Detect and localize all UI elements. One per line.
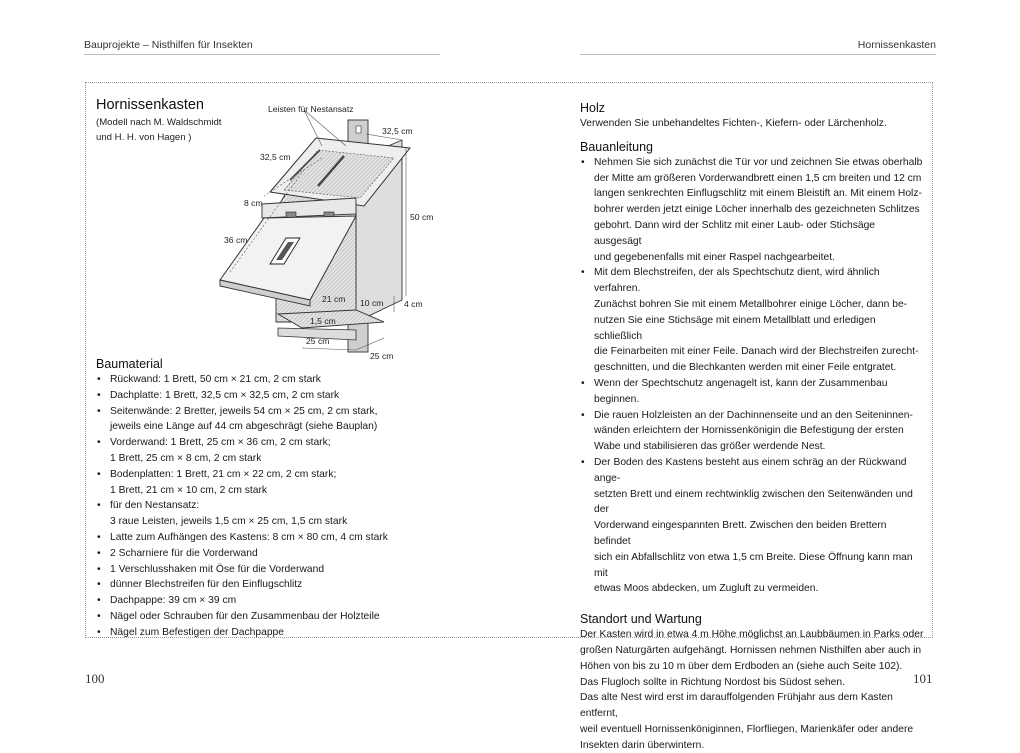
list-item: • Dachpappe: 39 cm × 39 cm (96, 593, 431, 609)
standort-heading: Standort und Wartung (580, 612, 702, 627)
materials-section (96, 357, 431, 641)
list-item: • Latte zum Aufhängen des Kastens: 8 cm × 80 cm, 4 cm stark (96, 530, 431, 546)
holz-heading: Holz (580, 101, 606, 115)
label-leisten: Leisten für Nestansatz (268, 104, 354, 114)
page-number-left: 100 (85, 671, 105, 686)
dim-10: 10 cm (360, 298, 384, 308)
list-item: • Nägel zum Befestigen der Dachpappe (96, 625, 431, 641)
list-item: • 1 Verschlusshaken mit Öse für die Vorderwand (96, 562, 431, 578)
dim-1-5: 1,5 cm (310, 316, 336, 326)
dim-top-left: 32,5 cm (260, 152, 291, 162)
list-item: • 2 Scharniere für die Vorderwand (96, 546, 431, 562)
dim-50: 50 cm (410, 212, 434, 222)
bauanleitung-heading: Bauanleitung (580, 139, 653, 154)
list-item-text: 3 raue Leisten, jeweils 1,5 cm × 25 cm, 1,5 cm stark (110, 516, 348, 528)
dim-25b: 25 cm (370, 351, 394, 361)
dim-25a: 25 cm (306, 336, 330, 346)
list-item: • Mit dem Blechstreifen, der als Spechtschutz dient, wird ähnlich verfahren. Zunächst bohren Sie mit einem Metallbohrer einige Löcher, dann be- nutzen Sie eine Stichsäge mit einem Metallblatt und erledigen schließlich die Feinarbeiten mit einer Feile. Danach wird der Blechstreifen zurecht- geschnitten, und die Blechkanten werden mit einer Feile entgratet. (580, 265, 925, 376)
materials-list (96, 372, 431, 641)
list-item: • Dachplatte: 1 Brett, 32,5 cm × 32,5 cm, 2 cm stark (96, 388, 431, 404)
dim-8: 8 cm (244, 198, 263, 208)
running-header-right: Hornissenkasten (580, 39, 936, 55)
dim-4: 4 cm (404, 299, 423, 309)
standort-text: Der Kasten wird in etwa 4 m Höhe möglichst an Laubbäumen in Parks oder großen Naturgärten aufgehängt. Hornissen nehmen Nisthilfen aber auch in Höhen von bis zu 10 m über dem Erdboden an (siehe auch Seite 102). Das Flugloch sollte in Richtung Nordost bis Südost sehen. Das alte Nest wird erst im darauffolgenden Frühjahr aus dem Kasten entfernt, weil eventuell Hornissenköniginnen, Florfliegen, Marienkäfer oder andere Insekten darin überwintern. (580, 629, 924, 751)
holz-text: Verwenden Sie unbehandeltes Fichten-, Kiefern- oder Lärchenholz. (580, 118, 887, 129)
list-item (96, 514, 431, 530)
list-item: • Die rauen Holzleisten an der Dachinnenseite und an den Seiteninnen- wänden erleichtern der Hornissenkönigin die Befestigung der ersten Wabe und stabilisieren das größer werdende Nest. (580, 408, 925, 455)
dim-36: 36 cm (224, 235, 248, 245)
credit-line-1: (Modell nach M. Waldschmidt (96, 117, 222, 128)
running-header-left: Bauprojekte – Nisthilfen für Insekten (84, 39, 440, 55)
materials-heading: Baumaterial (96, 357, 163, 371)
list-item: • Nehmen Sie sich zunächst die Tür vor und zeichnen Sie etwas oberhalb der Mitte am größeren Vorderwandbrett einen 1,5 cm breiten und 12 cm langen senkrechten Einflugschlitz mit einem Bleistift an. Mit einem Holz- bohrer werden jetzt einige Löcher innerhalb des gezeichneten Schlitzes gebohrt. Dann wird der Schlitz mit einer Laub- oder Stichsäge ausgesägt und gegebenenfalls mit einer Raspel nachgearbeitet. (580, 155, 925, 266)
hornet-box-diagram (206, 100, 446, 365)
list-item: • Wenn der Spechtschutz angenagelt ist, kann der Zusammenbau beginnen. (580, 376, 925, 408)
page-title: Hornissenkasten (96, 97, 204, 113)
dim-top-right: 32,5 cm (382, 126, 413, 136)
list-item: • Seitenwände: 2 Bretter, jeweils 54 cm × 25 cm, 2 cm stark, jeweils eine Länge auf 44 cm abgeschrägt (siehe Bauplan) (96, 404, 431, 436)
list-item: • für den Nestansatz: (96, 498, 431, 514)
credit-line-2: und H. H. von Hagen ) (96, 132, 192, 143)
list-item: • Nägel oder Schrauben für den Zusammenbau der Holzteile (96, 609, 431, 625)
list-item: • dünner Blechstreifen für den Einflugschlitz (96, 577, 431, 593)
list-item: • Bodenplatten: 1 Brett, 21 cm × 22 cm, 2 cm stark; 1 Brett, 21 cm × 10 cm, 2 cm stark (96, 467, 431, 499)
list-item: • Vorderwand: 1 Brett, 25 cm × 36 cm, 2 cm stark; 1 Brett, 25 cm × 8 cm, 2 cm stark (96, 435, 431, 467)
list-item: • Der Boden des Kastens besteht aus einem schräg an der Rückwand ange- setzten Brett und einem rechtwinklig zwischen den Seitenwänden und der Vorderwand eingespannten Brett. Zwischen den beiden Brettern befindet sich ein Abfallschlitz von etwa 1,5 cm Breite. Diese Öffnung kann man mit etwas Moos abdecken, um Zugluft zu vermeiden. (580, 455, 925, 597)
instructions-list (580, 155, 925, 597)
page-number-right: 101 (913, 671, 933, 686)
instructions-column (580, 101, 925, 753)
list-item: • Rückwand: 1 Brett, 50 cm × 21 cm, 2 cm stark (96, 372, 431, 388)
small-front-board (262, 198, 356, 218)
dim-21: 21 cm (322, 294, 346, 304)
